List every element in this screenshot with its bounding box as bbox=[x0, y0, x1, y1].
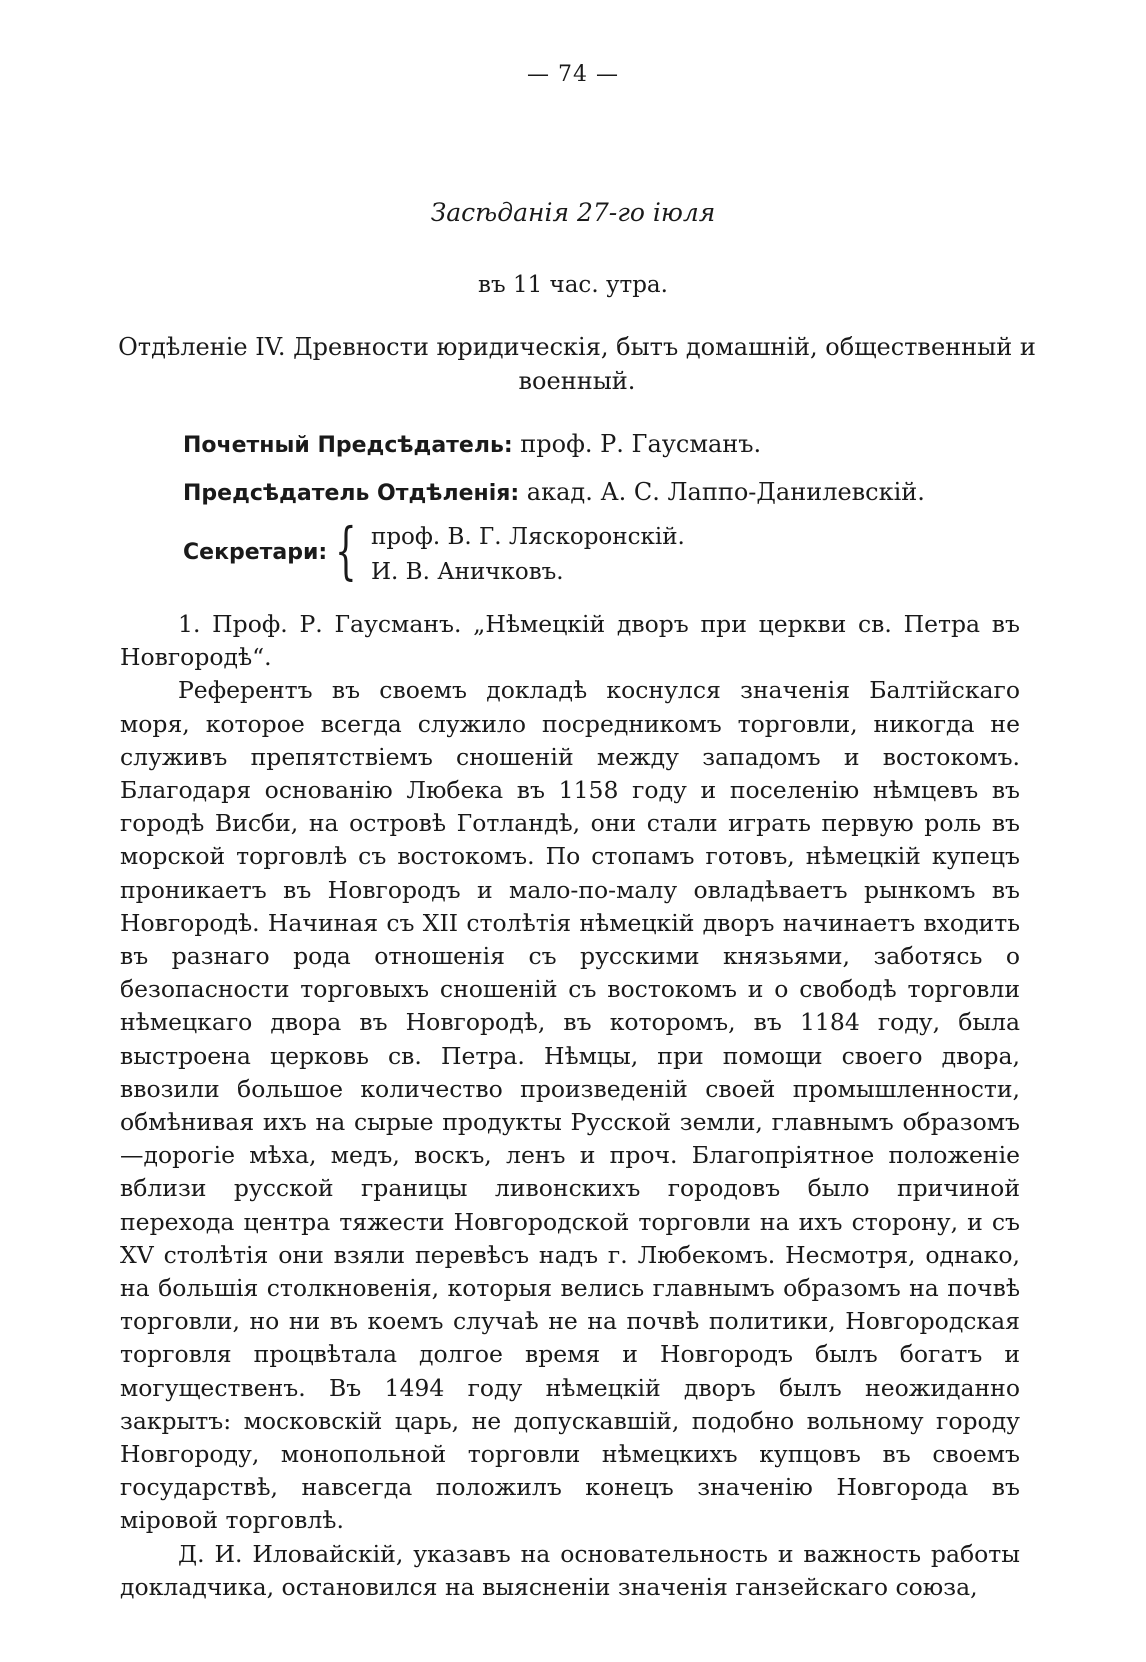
role-value: проф. Р. Гаусманъ. bbox=[520, 430, 762, 458]
section-heading: Отдѣленіе IV. Древности юридическія, бытъ домашній, общественный и военный. bbox=[118, 333, 1036, 395]
page-number: — 74 — bbox=[527, 62, 619, 87]
section-chairman-line bbox=[183, 478, 925, 506]
honorary-chairman-line bbox=[183, 430, 761, 458]
role-value: акад. А. С. Лаппо-Данилевскій. bbox=[526, 478, 925, 506]
role-label: Предсѣдатель Отдѣленія: bbox=[183, 481, 520, 506]
secretary-name: проф. В. Г. Ляскоронскій. bbox=[371, 524, 685, 550]
body-text bbox=[120, 608, 1020, 1604]
curly-brace-icon: { bbox=[335, 514, 357, 587]
secretaries-label: Секретари: bbox=[183, 540, 328, 565]
role-label: Почетный Предсѣдатель: bbox=[183, 433, 513, 458]
secretaries-names bbox=[371, 520, 685, 590]
paragraph-report-title: 1. Проф. Р. Гаусманъ. „Нѣмецкій дворъ при церкви св. Петра въ Новгородѣ“. bbox=[120, 610, 1020, 672]
session-title: Засѣданія 27-го іюля bbox=[430, 198, 716, 227]
session-time: въ 11 час. утра. bbox=[478, 272, 668, 298]
paragraph-discussion: Д. И. Иловайскій, указавъ на основательность и важность работы докладчика, остановился на выясненіи значенія ганзейскаго союза, bbox=[120, 1539, 1020, 1601]
secretary-name: И. В. Аничковъ. bbox=[371, 559, 564, 585]
paragraph-report-summary: Референтъ въ своемъ докладѣ коснулся значенія Балтійскаго моря, которое всегда служило посредникомъ торговли, никогда не служивъ препятствіемъ сношеній между западомъ и востокомъ. Благодаря основанію Любека въ 1158 году и поселенію нѣмцевъ въ городѣ Висби, на островѣ Готландѣ, они стали играть первую роль въ морской торговлѣ съ востокомъ. По стопамъ готовъ, нѣмецкій купецъ проникаетъ въ Новгородъ и мало-по-малу овладѣваетъ рынкомъ въ Новгородѣ. Начиная съ XII столѣтія нѣмецкій дворъ начинаетъ входить въ разнаго рода отношенія съ русскими князьями, заботясь о безопасности торговыхъ сношеній съ востокомъ и о свободѣ торговли нѣмецкаго двора въ Новгородѣ, въ которомъ, въ 1184 году, была выстроена церковь св. Петра. Нѣмцы, при помощи своего двора, ввозили большое количество произведеній своей промышленности, обмѣнивая ихъ на сырые продукты Русской земли, главнымъ образомъ—дорогіе мѣха, медъ, воскъ, ленъ и проч. Благопріятное положеніе вблизи русской границы ливонскихъ городовъ было причиной перехода центра тяжести Новгородской торговли на ихъ сторону, и съ XV столѣтія они взяли перевѣсъ надъ г. Любекомъ. Несмотря, однако, на большія столкновенія, которыя велись главнымъ образомъ на почвѣ торговли, но ни въ коемъ случаѣ не на почвѣ политики, Новгородская торговля процвѣтала долгое время и Новгородъ былъ богатъ и могущественъ. Въ 1494 году нѣмецкій дворъ былъ неожиданно закрытъ: московскій царь, не допускавшій, подобно вольному городу Новгороду, монопольной торговли нѣмецкихъ купцовъ въ своемъ государствѣ, навсегда положилъ конецъ значенію Новгорода въ міровой торговлѣ. bbox=[120, 676, 1020, 1535]
